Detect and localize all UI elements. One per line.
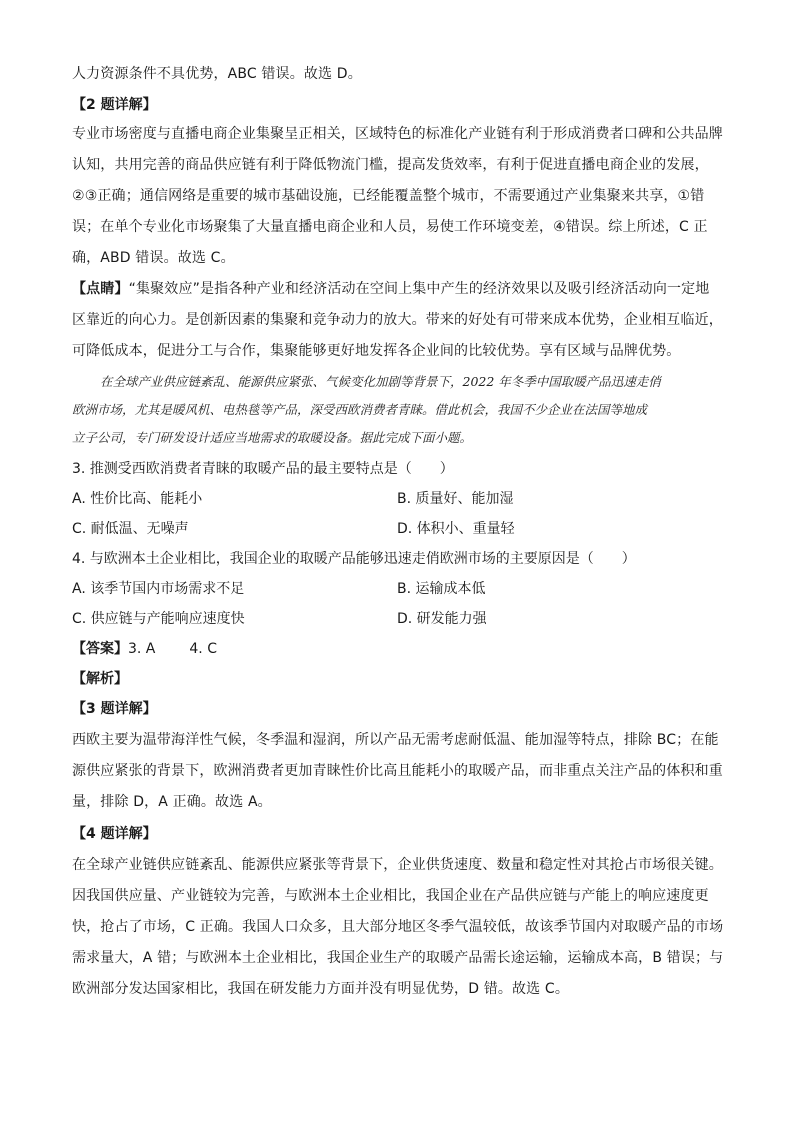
document-page [72,62,722,1002]
comment-line: 区靠近的向心力。是创新因素的集聚和竞争动力的放大。带来的好处有可带来成本优势，企业相互临近， [72,312,723,328]
question-4-options-row [72,604,722,634]
question-4-stem: 4. 与欧洲本土企业相比，我国企业的取暖产品能够迅速走俏欧洲市场的主要原因是（ ） [72,551,636,567]
question-4-options-row [72,574,722,604]
comment-line: 可降低成本，促进分工与合作，集聚能够更好地发挥各企业间的比较优势。享有区域与品牌优势。 [72,343,681,359]
option-4c: C. 供应链与产能响应速度快 [72,611,245,627]
text-line: 人力资源条件不具优势，ABC 错误。故选 D。 [72,66,362,82]
q3-heading: 【3 题详解】 [72,701,157,717]
q2-line: ②③正确；通信网络是重要的城市基础设施，已经能覆盖整个城市，不需要通过产业集聚来共享，①错 [72,188,705,204]
passage-line: 在全球产业供应链紊乱、能源供应紧张、气候变化加剧等背景下，2022 年冬季中国取暖产品迅速走俏 [100,374,661,389]
q2-line: 确，ABD 错误。故选 C。 [72,250,235,266]
comment-tag: 【点睛】 [72,281,129,297]
answer-line [72,634,722,664]
passage-line: 欧洲市场，尤其是暖风机、电热毯等产品，深受西欧消费者青睐。借此机会，我国不少企业在法国等地成 [72,402,648,417]
q3-line: 量，排除 D，A 正确。故选 A。 [72,794,272,810]
q2-line: 认知，共用完善的商品供应链有利于降低物流门槛，提高发货效率，有利于促进直播电商企业的发展， [72,157,709,173]
answer-tag: 【答案】 [72,641,128,657]
option-3b: B. 质量好、能加湿 [397,491,514,507]
q4-line: 因我国供应量、产业链较为完善，与欧洲本土企业相比，我国企业在产品供应链与产能上的响应速度更 [72,888,709,904]
q4-line: 快，抢占了市场，C 正确。我国人口众多，且大部分地区冬季气温较低，故该季节国内对取暖产品的市场 [72,919,724,935]
option-3d: D. 体积小、重量轻 [397,521,515,537]
q4-heading: 【4 题详解】 [72,826,157,842]
answer-4: 4. C [189,641,217,657]
q4-line: 在全球产业链供应链紊乱、能源供应紧张等背景下，企业供货速度、数量和稳定性对其抢占市场很关键。 [72,857,723,873]
q3-line: 西欧主要为温带海洋性气候，冬季温和湿润，所以产品无需考虑耐低温、能加湿等特点，排除 BC；在能 [72,732,719,748]
q4-line: 需求量大，A 错；与欧洲本土企业相比，我国企业生产的取暖产品需长途运输，运输成本高，B 错误；与 [72,950,724,966]
option-4b: B. 运输成本低 [397,581,486,597]
answer-3: 3. A [128,641,156,657]
analysis-tag: 【解析】 [72,671,128,687]
q2-heading: 【2 题详解】 [72,97,157,113]
q4-line: 欧洲部分发达国家相比，我国在研发能力方面并没有明显优势，D 错。故选 C。 [72,981,570,997]
question-3-stem: 3. 推测受西欧消费者青睐的取暖产品的最主要特点是（ ） [72,461,454,477]
question-3-options-row [72,484,722,514]
q2-line: 专业市场密度与直播电商企业集聚呈正相关，区域特色的标准化产业链有利于形成消费者口碑和公共品牌 [72,126,723,142]
passage-line: 立子公司，专门研发设计适应当地需求的取暖设备。据此完成下面小题。 [72,430,473,445]
question-3-options-row [72,514,722,544]
option-4a: A. 该季节国内市场需求不足 [72,581,245,597]
option-3c: C. 耐低温、无噪声 [72,521,189,537]
option-3a: A. 性价比高、能耗小 [72,491,203,507]
q2-line: 误；在单个专业化市场聚集了大量直播电商企业和人员，易使工作环境变差，④错误。综上所述，C 正 [72,219,708,235]
option-4d: D. 研发能力强 [397,611,487,627]
comment-line [72,277,722,302]
comment-text: “集聚效应”是指各种产业和经济活动在空间上集中产生的经济效果以及吸引经济活动向一定地 [128,281,710,297]
q3-line: 源供应紧张的背景下，欧洲消费者更加青睐性价比高且能耗小的取暖产品，而非重点关注产品的体积和重 [72,763,723,779]
